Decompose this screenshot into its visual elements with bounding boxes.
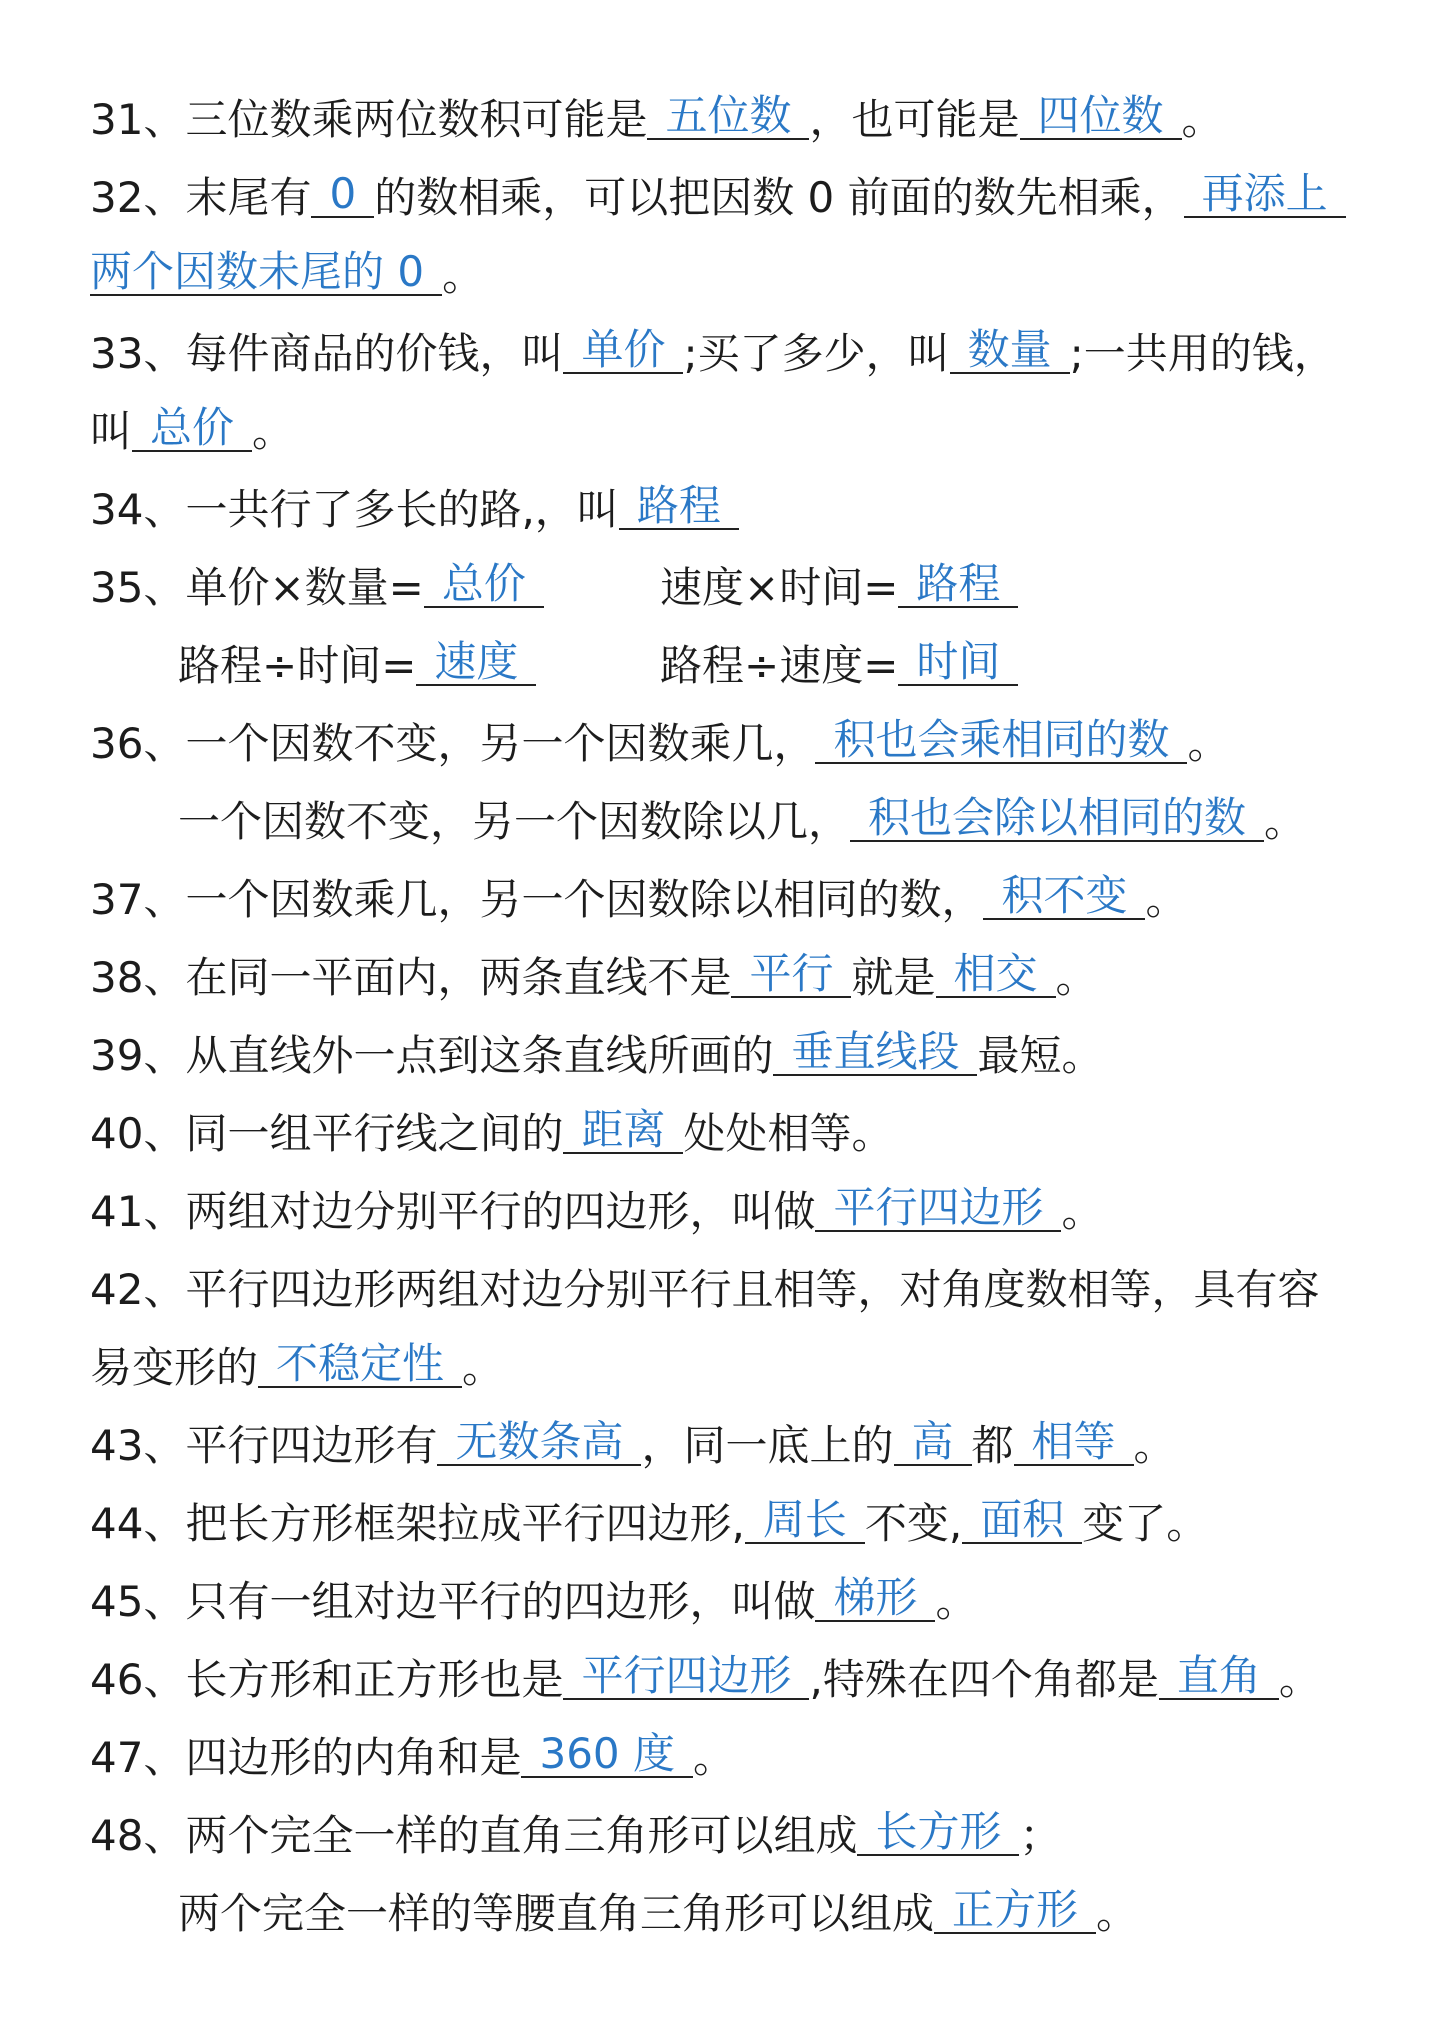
item-text: 。 (1264, 797, 1307, 846)
answer-blank: 速度 (416, 640, 536, 686)
item-number: 47、 (90, 1733, 186, 1782)
item-text: 。 (1133, 1421, 1176, 1470)
item-text: 长方形和正方形也是 (185, 1655, 564, 1704)
item-40 (90, 1093, 894, 1169)
item-text: 平行四边形两组对边分别平行且相等，对角度数相等，具有容 (185, 1265, 1320, 1314)
item-number: 32、 (90, 173, 186, 222)
item-32-cont (90, 235, 484, 311)
item-37 (90, 859, 1188, 935)
answer-blank: 不稳定性 (258, 1342, 462, 1388)
answer-blank: 垂直线段 (773, 1030, 977, 1076)
item-number: 39、 (90, 1031, 186, 1080)
item-48-cont (178, 1873, 1138, 1949)
item-33-cont (90, 391, 294, 467)
item-text: 单价×数量= (185, 563, 424, 612)
item-text: ，同一底上的 (641, 1421, 894, 1470)
item-number: 37、 (90, 875, 186, 924)
item-text: 平行四边形有 (185, 1421, 438, 1470)
item-text: 都 (971, 1421, 1014, 1470)
item-text: 。 (1055, 953, 1098, 1002)
answer-blank: 积不变 (983, 874, 1145, 920)
answer-blank: 两个因数未尾的 0 (90, 250, 442, 296)
answer-blank: 平行四边形 (563, 1654, 809, 1700)
item-text: 每件商品的价钱，叫 (185, 329, 564, 378)
answer-blank: 无数条高 (437, 1420, 641, 1466)
item-text: ;买了多少，叫 (683, 329, 950, 378)
item-text: 在同一平面内，两条直线不是 (185, 953, 732, 1002)
answer-blank: 周长 (745, 1498, 865, 1544)
item-number: 45、 (90, 1577, 186, 1626)
answer-blank: 平行四边形 (815, 1186, 1061, 1232)
item-text: 。 (1278, 1655, 1321, 1704)
answer-blank: 总价 (132, 406, 252, 452)
item-number: 38、 (90, 953, 186, 1002)
item-text: 。 (252, 407, 295, 456)
item-31 (90, 79, 1224, 155)
item-text: 就是 (851, 953, 936, 1002)
item-46 (90, 1639, 1321, 1715)
item-number: 43、 (90, 1421, 186, 1470)
answer-blank: 梯形 (815, 1576, 935, 1622)
item-text: 一个因数不变，另一个因数除以几， (178, 797, 851, 846)
answer-blank: 路程 (898, 562, 1018, 608)
answer-blank: 积也会乘相同的数 (815, 718, 1187, 764)
item-39 (90, 1015, 1104, 1091)
item-33 (90, 313, 1336, 389)
answer-blank: 时间 (898, 640, 1018, 686)
item-text: 一个因数乘几，另一个因数除以相同的数， (185, 875, 984, 924)
item-text: 一共行了多长的路,，叫 (185, 485, 619, 534)
item-45 (90, 1561, 978, 1637)
item-number: 35、 (90, 563, 186, 612)
item-text: 变了。 (1082, 1499, 1209, 1548)
item-number: 48、 (90, 1811, 186, 1860)
answer-blank: 再添上 (1184, 172, 1346, 218)
item-text: 两个完全一样的等腰直角三角形可以组成 (178, 1889, 935, 1938)
answer-blank: 数量 (950, 328, 1070, 374)
item-42 (90, 1249, 1319, 1325)
item-text: 。 (1096, 1889, 1139, 1938)
item-text: 两组对边分别平行的四边形，叫做 (185, 1187, 816, 1236)
item-text: 。 (1187, 719, 1230, 768)
item-text: 只有一组对边平行的四边形，叫做 (185, 1577, 816, 1626)
item-text: 的数相乘，可以把因数 0 前面的数先相乘， (374, 173, 1184, 222)
answer-blank: 高 (894, 1420, 972, 1466)
item-number: 33、 (90, 329, 186, 378)
item-36 (90, 703, 1230, 779)
item-43 (90, 1405, 1176, 1481)
item-text: ； (1019, 1811, 1062, 1860)
answer-blank: 直角 (1159, 1654, 1279, 1700)
item-text: ,特殊在四个角都是 (809, 1655, 1159, 1704)
item-35-formula-3 (178, 625, 536, 701)
answer-blank: 360 度 (521, 1732, 693, 1778)
item-text: 两个完全一样的直角三角形可以组成 (185, 1811, 858, 1860)
item-text: ;一共用的钱， (1069, 329, 1336, 378)
item-36-cont (178, 781, 1306, 857)
item-text: 处处相等。 (683, 1109, 894, 1158)
item-text: 速度×时间= (660, 563, 899, 612)
item-text: 把长方形框架拉成平行四边形, (185, 1499, 745, 1548)
answer-blank: 0 (311, 172, 374, 218)
answer-blank: 相等 (1014, 1420, 1134, 1466)
answer-blank: 总价 (424, 562, 544, 608)
item-text: ，也可能是 (809, 95, 1020, 144)
answer-blank: 积也会除以相同的数 (850, 796, 1264, 842)
item-text: 。 (935, 1577, 978, 1626)
item-47 (90, 1717, 735, 1793)
item-text: 同一组平行线之间的 (185, 1109, 564, 1158)
item-number: 34、 (90, 485, 186, 534)
item-text: 不变, (864, 1499, 963, 1548)
item-number: 46、 (90, 1655, 186, 1704)
item-text: 从直线外一点到这条直线所画的 (185, 1031, 774, 1080)
answer-blank: 正方形 (934, 1888, 1096, 1934)
item-text: 末尾有 (185, 173, 312, 222)
item-text: 。 (1181, 95, 1224, 144)
item-text: 最短。 (977, 1031, 1104, 1080)
item-34 (90, 469, 739, 545)
item-32 (90, 157, 1346, 233)
item-text: 。 (1061, 1187, 1104, 1236)
item-41 (90, 1171, 1104, 1247)
item-text: 。 (693, 1733, 736, 1782)
answer-blank: 相交 (936, 952, 1056, 998)
answer-blank: 距离 (563, 1108, 683, 1154)
item-number: 44、 (90, 1499, 186, 1548)
item-35-formula-4 (660, 625, 1018, 701)
item-number: 36、 (90, 719, 186, 768)
item-42-cont (90, 1327, 504, 1403)
answer-blank: 面积 (962, 1498, 1082, 1544)
answer-blank: 单价 (563, 328, 683, 374)
item-35-formula-2 (660, 547, 1018, 623)
item-number: 40、 (90, 1109, 186, 1158)
item-number: 41、 (90, 1187, 186, 1236)
item-text: 路程÷速度= (660, 641, 899, 690)
item-text: 。 (442, 251, 485, 300)
item-38 (90, 937, 1098, 1013)
item-48 (90, 1795, 1062, 1871)
answer-blank: 五位数 (647, 94, 809, 140)
answer-blank: 长方形 (857, 1810, 1019, 1856)
item-number: 31、 (90, 95, 186, 144)
item-number: 42、 (90, 1265, 186, 1314)
item-text: 一个因数不变，另一个因数乘几， (185, 719, 816, 768)
item-35 (90, 547, 544, 623)
answer-blank: 四位数 (1020, 94, 1182, 140)
item-text: 。 (462, 1343, 505, 1392)
item-text: 四边形的内角和是 (185, 1733, 522, 1782)
item-text: 三位数乘两位数积可能是 (185, 95, 648, 144)
item-text: 叫 (90, 407, 133, 456)
item-44 (90, 1483, 1208, 1559)
answer-blank: 平行 (731, 952, 851, 998)
item-text: 。 (1145, 875, 1188, 924)
item-text: 路程÷时间= (178, 641, 417, 690)
answer-blank: 路程 (619, 484, 739, 530)
item-text: 易变形的 (90, 1343, 259, 1392)
